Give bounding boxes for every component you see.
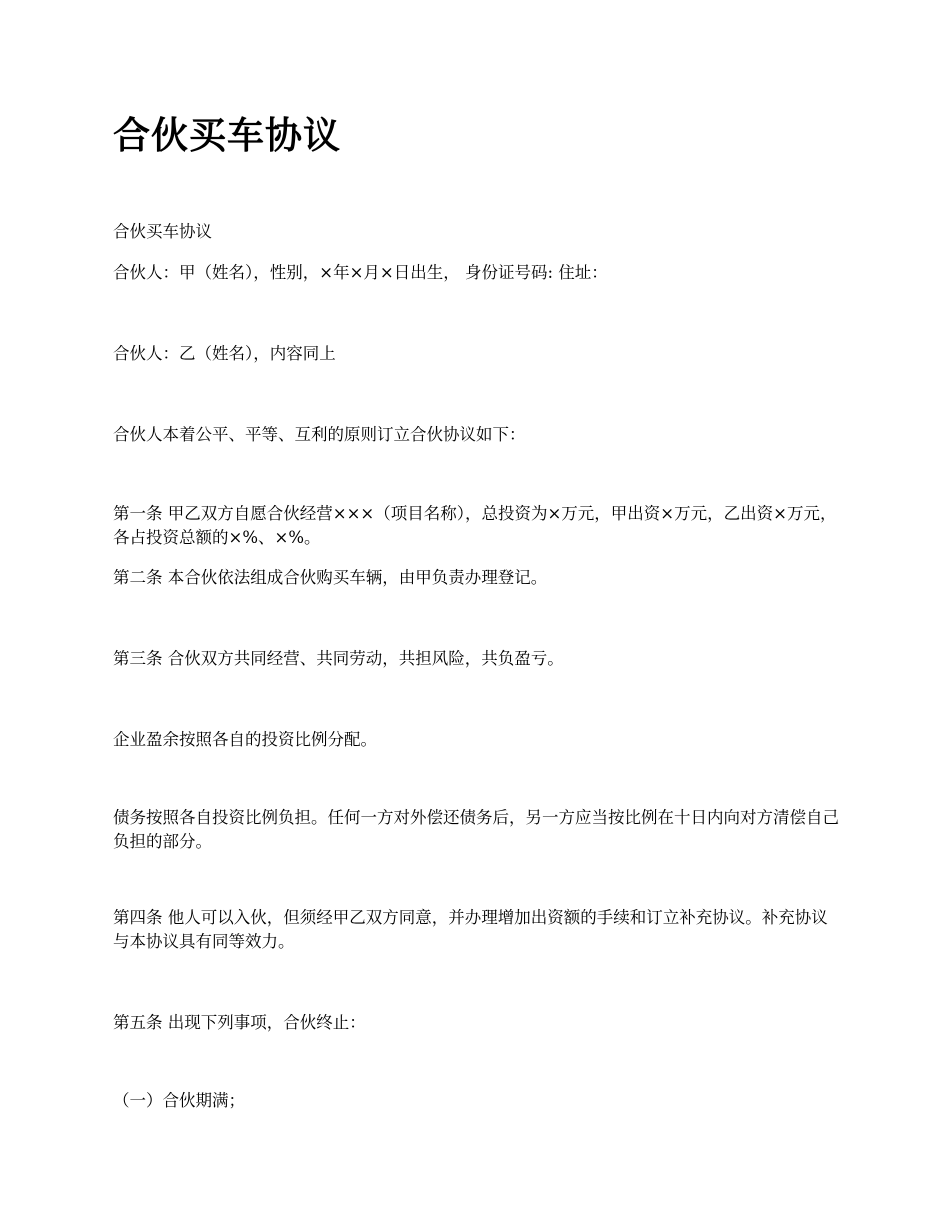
paragraph-partner-b: 合伙人：乙（姓名），内容同上 — [113, 344, 336, 363]
paragraph-preamble: 合伙人本着公平、平等、互利的原则订立合伙协议如下： — [113, 425, 526, 444]
document-title: 合伙买车协议 — [113, 114, 341, 157]
paragraph-profit-distribution: 企业盈余按照各自的投资比例分配。 — [113, 730, 377, 749]
paragraph-heading: 合伙买车协议 — [113, 222, 212, 241]
paragraph-article-4: 第四条 他人可以入伙，但须经甲乙双方同意，并办理增加出资额的手续和订立补充协议。补充协议与本协议具有同等效力。 — [113, 908, 828, 951]
paragraph-item-1: （一）合伙期满； — [113, 1091, 245, 1110]
paragraph-article-5: 第五条 出现下列事项，合伙终止： — [113, 1013, 366, 1032]
paragraph-partner-a: 合伙人：甲（姓名），性别，×年×月×日出生， 身份证号码: 住址： — [113, 263, 608, 282]
paragraph-article-3: 第三条 合伙双方共同经营、共同劳动，共担风险，共负盈亏。 — [113, 649, 564, 668]
paragraph-article-2: 第二条 本合伙依法组成合伙购买车辆，由甲负责办理登记。 — [113, 568, 548, 587]
paragraph-article-1: 第一条 甲乙双方自愿合伙经营×××（项目名称），总投资为×万元，甲出资×万元，乙出资×万元，各占投资总额的×%、×%。 — [113, 504, 837, 547]
paragraph-debt-sharing: 债务按照各自投资比例负担。任何一方对外偿还债务后，另一方应当按比例在十日内向对方清偿自己负担的部分。 — [113, 808, 839, 851]
